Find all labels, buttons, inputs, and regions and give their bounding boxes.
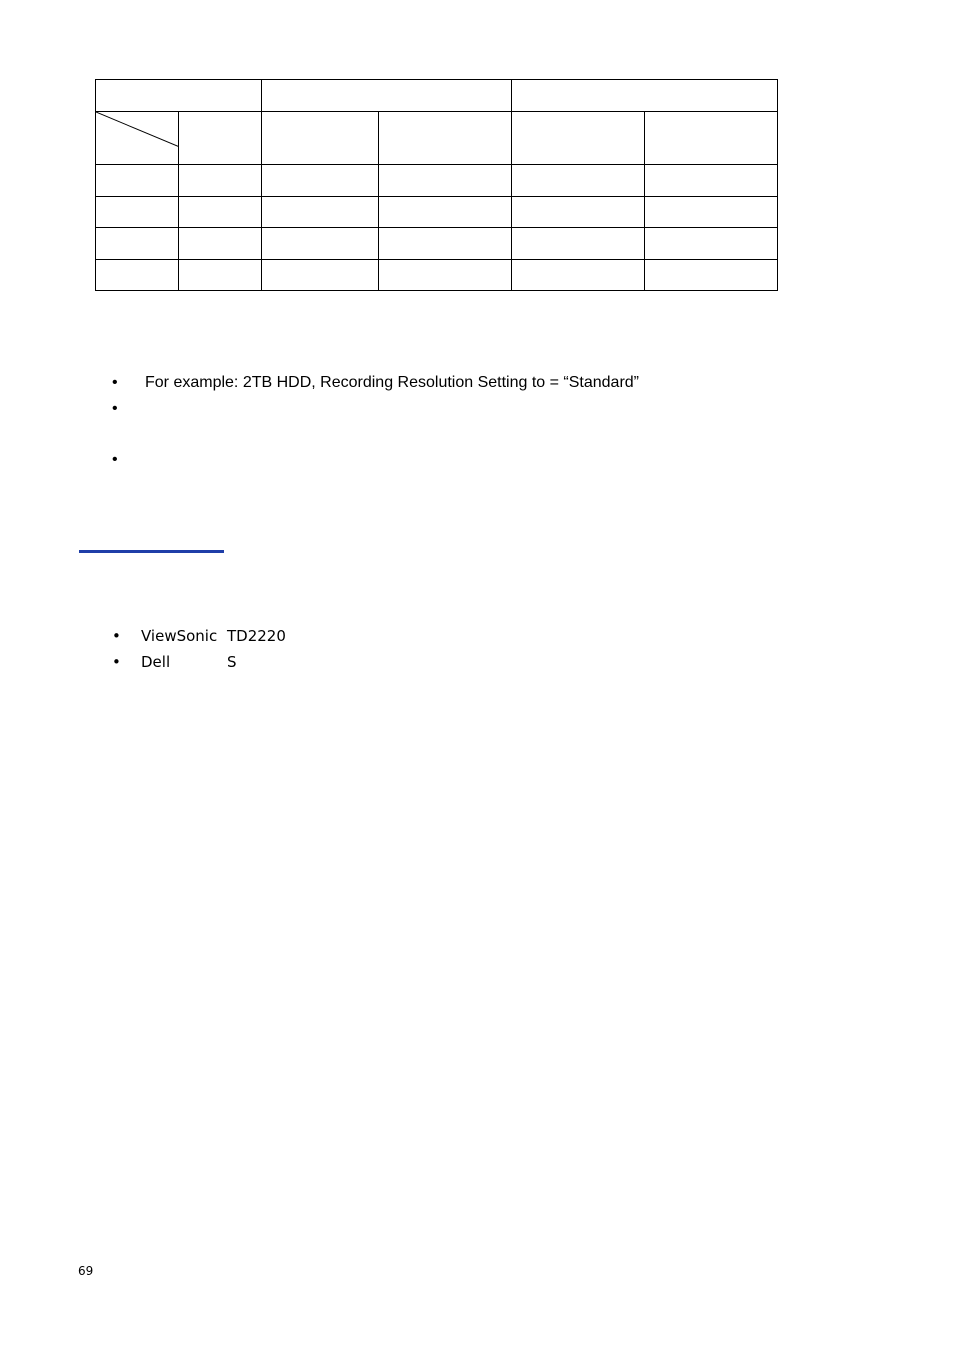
table-cell <box>645 228 778 260</box>
table-cell <box>512 80 778 112</box>
table-cell <box>262 112 379 165</box>
monitor-list-item <box>112 626 286 646</box>
table-cell <box>512 112 645 165</box>
diagonal-line <box>96 112 178 164</box>
bullet-icon: • <box>112 400 118 417</box>
monitor-brand: ViewSonic <box>141 627 218 645</box>
table-cell <box>645 165 778 197</box>
note-item <box>112 450 145 470</box>
table-cell <box>512 228 645 260</box>
monitor-list-item <box>112 652 237 672</box>
table-cell <box>262 260 379 291</box>
table-subheader-row <box>96 112 778 165</box>
table-cell <box>179 228 262 260</box>
table-cell <box>179 165 262 197</box>
table-row <box>96 228 778 260</box>
note-item <box>112 399 145 419</box>
table-cell <box>645 260 778 291</box>
table-cell <box>645 197 778 228</box>
table-cell <box>179 112 262 165</box>
table-cell <box>512 260 645 291</box>
table-row <box>96 197 778 228</box>
table-row <box>96 165 778 197</box>
table-cell <box>96 197 179 228</box>
table-cell <box>262 228 379 260</box>
note-item <box>112 373 639 393</box>
table-cell <box>262 197 379 228</box>
table-cell <box>379 112 512 165</box>
table-row <box>96 260 778 291</box>
page-number: 69 <box>78 1264 94 1278</box>
table-cell <box>645 112 778 165</box>
table-cell <box>262 165 379 197</box>
table-cell <box>379 165 512 197</box>
table-cell <box>379 228 512 260</box>
diagonal-header-cell <box>96 112 179 165</box>
table-cell <box>512 165 645 197</box>
table-cell <box>179 260 262 291</box>
recording-table <box>95 79 778 291</box>
table-header-row <box>96 80 778 112</box>
bullet-icon: • <box>112 627 121 645</box>
table-cell <box>379 197 512 228</box>
bullet-icon: • <box>112 653 121 671</box>
table-cell <box>96 165 179 197</box>
bullet-icon: • <box>112 451 118 468</box>
table-cell <box>96 228 179 260</box>
table-cell <box>512 197 645 228</box>
table-cell <box>262 80 512 112</box>
section-heading-underline <box>79 550 224 553</box>
table-cell <box>379 260 512 291</box>
note-text: For example: 2TB HDD, Recording Resolution Setting to = “Standard” <box>145 374 640 391</box>
monitor-model: S <box>227 653 237 671</box>
table-cell <box>179 197 262 228</box>
table-cell <box>96 260 179 291</box>
bullet-icon: • <box>112 374 118 391</box>
table-cell <box>96 80 262 112</box>
monitor-model: TD2220 <box>227 627 286 645</box>
monitor-brand: Dell <box>141 653 171 671</box>
